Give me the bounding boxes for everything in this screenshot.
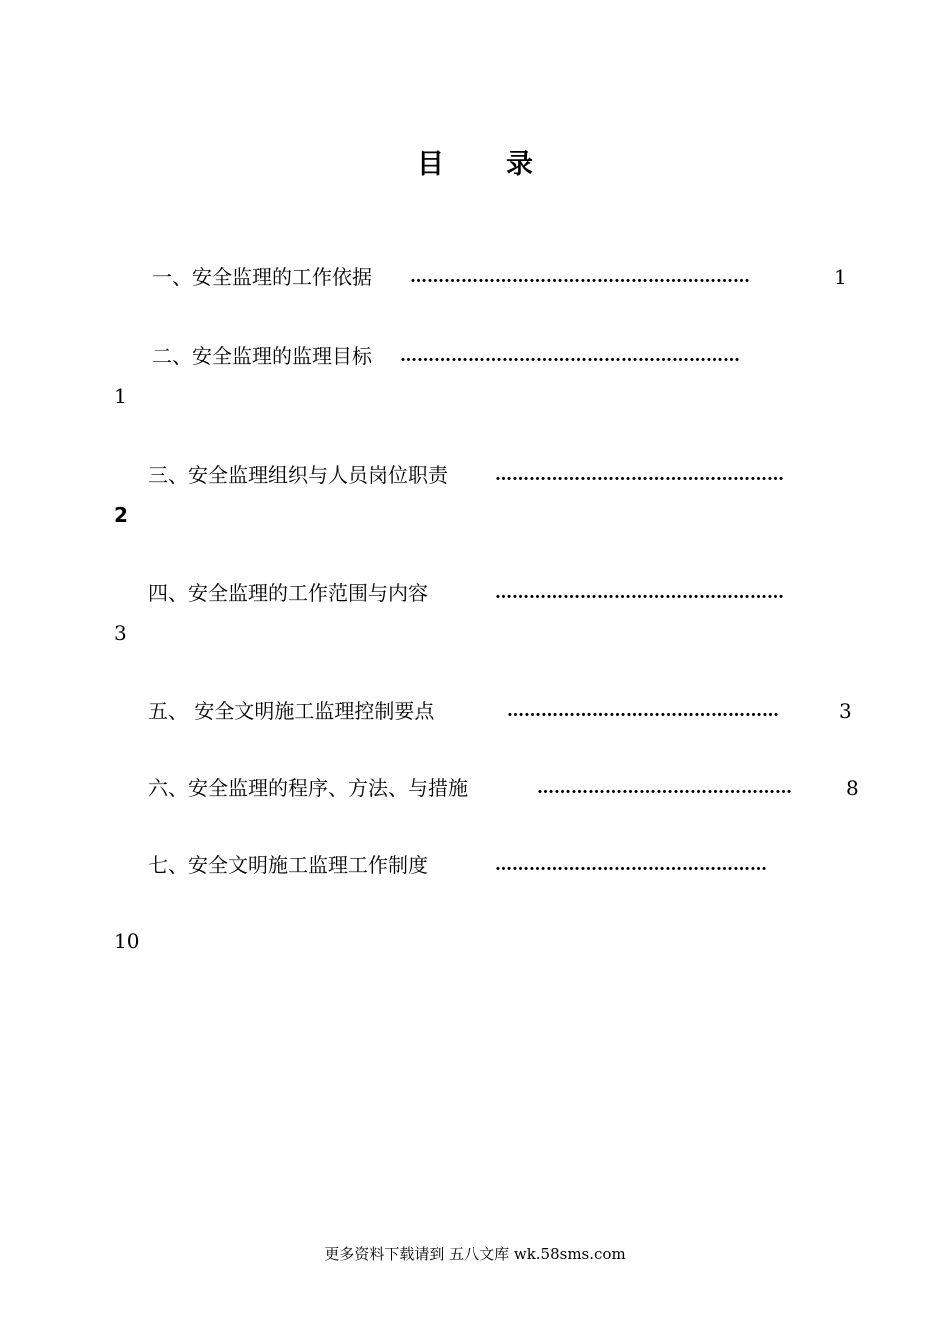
toc-entry-page: 8 [846, 776, 859, 800]
toc-entry-label: 三、安全监理组织与人员岗位职责 [148, 463, 448, 487]
toc-entry-page: 3 [114, 621, 127, 645]
toc-entry-leader: ……………………………………… [537, 778, 792, 798]
toc-entry-label: 六、安全监理的程序、方法、与措施 [148, 776, 468, 800]
toc-entry-leader: …………………………………………………… [400, 346, 740, 366]
toc-entry-page: 2 [114, 503, 128, 527]
toc-entry-leader: ………………………………………… [507, 701, 779, 721]
page-title [0, 145, 950, 185]
toc-entry-label: 二、安全监理的监理目标 [152, 344, 372, 368]
title-char-1: 目 [417, 149, 444, 180]
toc-entry-page: 10 [114, 929, 140, 953]
footer-text: 更多资料下载请到 五八文库 wk.58sms.com [324, 1245, 626, 1263]
toc-entry-label: 五、 安全文明施工监理控制要点 [148, 699, 435, 723]
toc-entry-leader: …………………………………………………… [410, 267, 750, 287]
toc-entry-label: 四、安全监理的工作范围与内容 [148, 581, 428, 605]
title-char-2: 录 [506, 149, 533, 180]
toc-entry-page: 1 [114, 384, 127, 408]
toc-entry-leader: …………………………………………… [495, 465, 784, 485]
toc-entry-leader: ………………………………………… [495, 855, 767, 875]
toc-entry-label: 一、安全监理的工作依据 [152, 265, 372, 289]
toc-entry-leader: …………………………………………… [495, 583, 784, 603]
toc-entry-label: 七、安全文明施工监理工作制度 [148, 853, 428, 877]
toc-entry-page: 1 [834, 265, 847, 289]
toc-entry-page: 3 [839, 699, 852, 723]
